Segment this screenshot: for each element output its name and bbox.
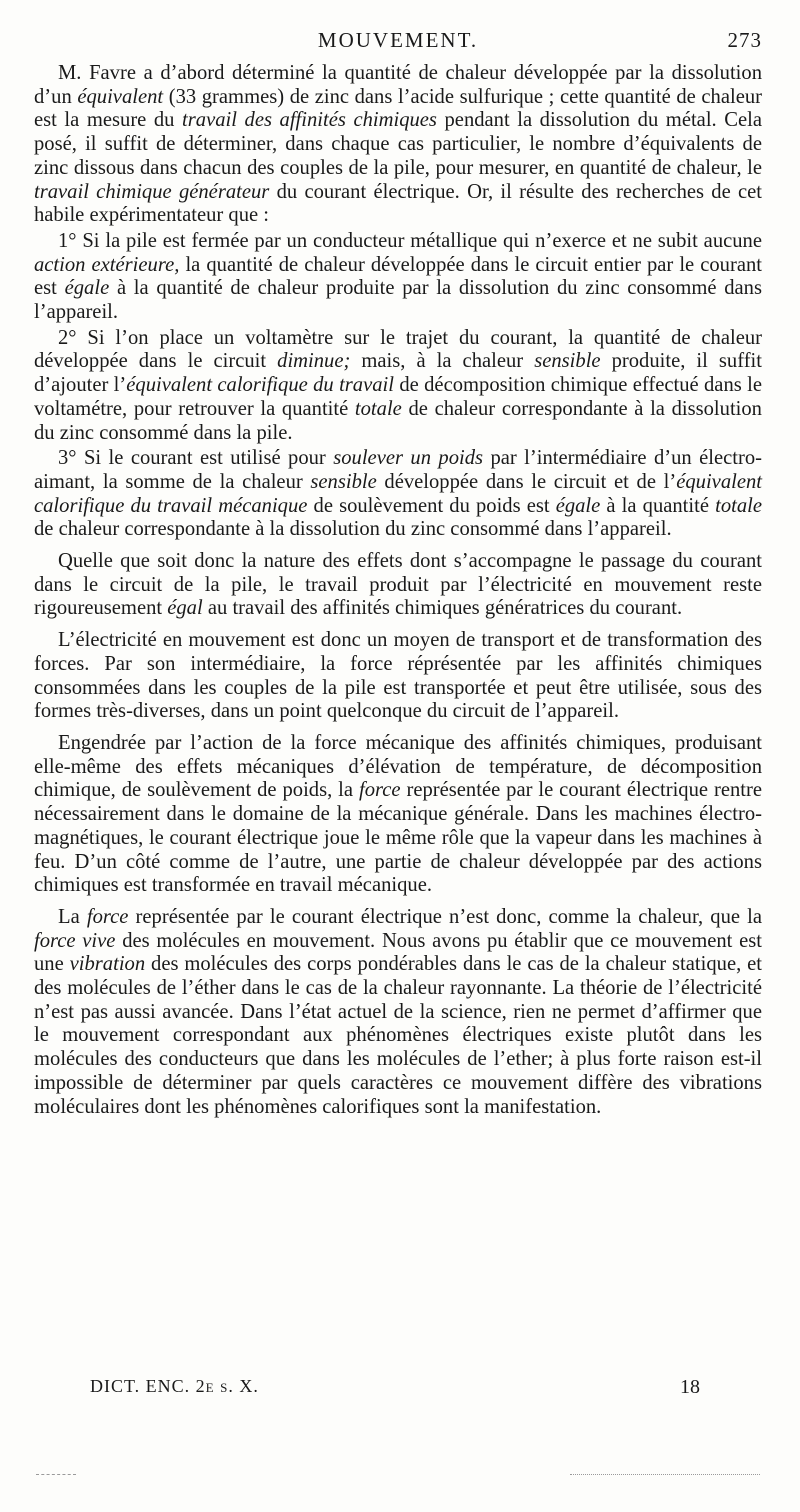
sheet-number: 18: [680, 1376, 700, 1398]
running-title: MOUVEMENT.: [317, 28, 479, 52]
scan-mark-right: [570, 1474, 760, 1476]
italic-term: force: [86, 905, 129, 928]
text-run: L’électricité en mouvement est donc un moyen de transport et de transformation des forces. Par son intermédiaire, la force réprésentée par les affinités chimiques consommées dans les couples de la pile est transportée et peut être utilisée, sous des formes très-diverses, dans un point quelconque du circuit de l’appareil.: [34, 629, 762, 723]
page-footer: [34, 1374, 762, 1404]
italic-term: équivalent calorifique du travail mécanique: [34, 470, 762, 517]
text-run: à la quantité de chaleur produite par la dissolution du zinc consommé dans l’appareil.: [34, 277, 762, 324]
page-number: 273: [727, 28, 762, 52]
text-run: (33 grammes) de zinc dans l’acide sulfurique ; cette quantité de chaleur est la mesure du: [34, 85, 762, 132]
italic-term: égale: [555, 494, 601, 517]
text-run: par l’intermédiaire d’un électro-aimant, la somme de la chaleur: [34, 447, 762, 493]
text-run: 2° Si l’on place un voltamètre sur le trajet du courant, la quantité de chaleur développée dans le circuit: [34, 326, 762, 373]
text-run: représentée par le courant électrique rentre nécessairement dans le domaine de la mécanique générale. Dans les machines électro-magnétiques, le courant électrique joue le même rôle que la vapeur dans les machines à feu. D’un côté comme de l’autre, une partie de chaleur développée par des actions chimiques est transformée en travail mécanique.: [34, 779, 762, 897]
body-text: [34, 62, 762, 1121]
scan-mark-left: [36, 1474, 76, 1476]
text-run: à la quantité: [600, 494, 716, 517]
italic-term: sensible: [310, 470, 377, 493]
italic-term: totale: [354, 397, 402, 420]
text-run: des molécules des corps pondérables dans le cas de la chaleur statique, et des molécules de l’éther dans le cas de la chaleur rayonnante. La théorie de l’électricité n’est pas aussi avancée. Dans l’état actuel de la science, rien ne permet d’affirmer que le mouvement correspondant aux phénomènes électriques existe plutôt dans les molécules des conducteurs que dans les molécules de l’ether; à plus forte raison est-il impossible de déterminer par quels caractères ce mouvement diffère des vibrations moléculaires dont les phénomènes calorifiques sont la manifestation.: [34, 953, 762, 1118]
text-run: de soulèvement du poids est: [307, 494, 556, 517]
italic-term: égal: [167, 597, 203, 620]
paragraph-conclusion: [34, 550, 762, 621]
text-run: Engendrée par l’action de la force mécanique des affinités chimiques, produisant elle-même des effets mécaniques d’élévation de température, de décomposition chimique, de soulèvement de poids, la: [34, 731, 762, 802]
italic-term: équivalent: [77, 85, 164, 108]
text-run: 3° Si le courant est utilisé pour: [58, 447, 334, 470]
italic-term: travail chimique générateur: [34, 180, 270, 203]
text-run: de chaleur correspondante à la dissolution du zinc consommé dans l’appareil.: [34, 518, 672, 541]
text-run: développée dans le circuit et de l’: [376, 470, 677, 493]
paragraph-transport: [34, 629, 762, 724]
italic-term: sensible: [534, 350, 601, 373]
text-run: mais, à la chaleur: [350, 350, 535, 373]
italic-term: travail des affinités chimiques: [182, 109, 437, 132]
italic-term: diminue;: [277, 350, 351, 373]
italic-term: équivalent calorifique du travail: [126, 374, 394, 397]
text-run: de décomposition chimique effectué dans le voltamétre, pour retrouver la quantité: [34, 374, 762, 420]
italic-term: force: [358, 779, 401, 802]
paragraph-mechanics: [34, 732, 762, 898]
text-run: pendant la dissolution du métal. Cela posé, il suffit de déterminer, dans chaque cas particulier, le nombre d’équivalents de zinc dissous dans chacun des couples de la pile, pour mesurer, en quantité de chaleur, le: [34, 109, 762, 179]
paragraph-force-vive: [34, 906, 762, 1119]
running-header: [34, 28, 762, 58]
italic-term: totale: [715, 494, 762, 517]
italic-term: égale: [64, 277, 110, 300]
text-run: du courant électrique. Or, il résulte des recherches de cet habile expérimentateur que :: [34, 180, 763, 227]
text-run: 1° Si la pile est fermée par un conducteur métallique qui n’exerce et ne subit aucune: [58, 229, 762, 252]
paragraph-item-2: [34, 327, 762, 446]
text-run: M. Favre a d’abord déterminé la quantité de chaleur développée par la dissolution d’un: [34, 62, 762, 108]
text-run: représentée par le courant électrique n’est donc, comme la chaleur, que la: [128, 905, 762, 928]
italic-term: action extérieure,: [34, 253, 180, 276]
paragraph-item-3: [34, 447, 762, 542]
text-run: de chaleur correspondante à la dissolution du zinc consommé dans la pile.: [34, 397, 762, 444]
paragraph-item-1: [34, 230, 762, 325]
text-run: La: [58, 905, 87, 928]
italic-term: force vive: [34, 929, 116, 952]
italic-term: soulever un poids: [333, 447, 484, 470]
italic-term: vibration: [69, 953, 146, 976]
text-run: produite, il suffit d’ajouter l’: [34, 350, 762, 397]
text-run: la quantité de chaleur développée dans le circuit entier par le courant est: [34, 253, 763, 300]
text-run: des molécules en mouvement. Nous avons pu établir que ce mouvement est une: [34, 929, 762, 976]
paragraph-intro: [34, 62, 762, 228]
text-run: Quelle que soit donc la nature des effets dont s’accompagne le passage du courant dans le circuit de la pile, le travail produit par l’électricité en mouvement reste rigoureusement: [34, 550, 762, 620]
text-run: au travail des affinités chimiques génératrices du courant.: [202, 597, 683, 620]
signature-mark: DICT. ENC. 2e s. X.: [90, 1376, 259, 1396]
